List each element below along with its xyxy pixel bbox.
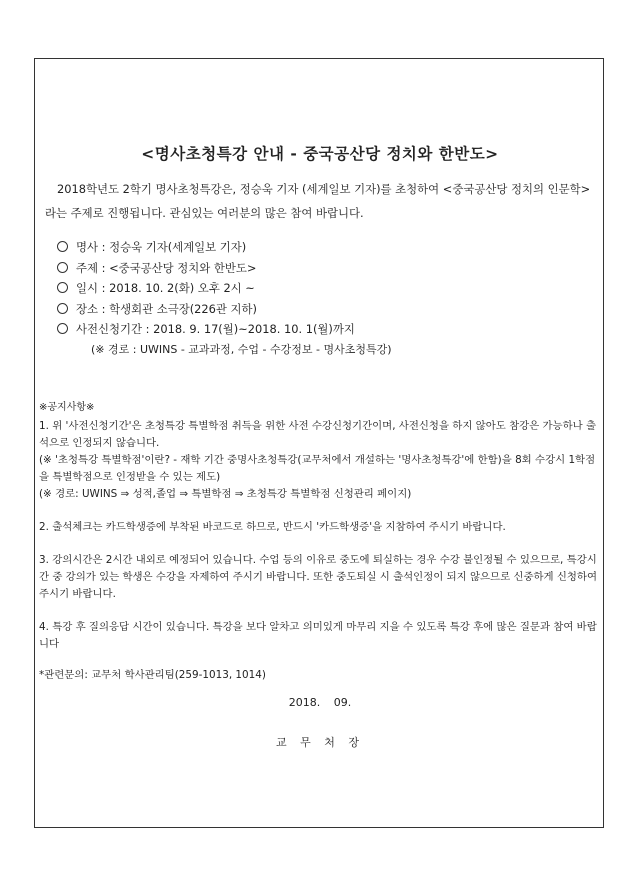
info-registration-period: 사전신청기간 : 2018. 9. 17(월)~2018. 10. 1(월)까지 (57, 319, 577, 340)
intro-paragraph: 2018학년도 2학기 명사초청특강은, 정승욱 기자 (세계일보 기자)를 초청하여 <중국공산당 정치의 인문학>라는 주제로 진행됩니다. 관심있는 여러분의 많은 참여 바랍니다. (45, 182, 591, 220)
circle-bullet-icon (57, 282, 68, 293)
circle-bullet-icon (57, 262, 68, 273)
registration-route: (※ 경로 : UWINS - 교과과정, 수업 - 수강정보 - 명사초청특강) (91, 342, 392, 356)
notice-item-4: 4. 특강 후 질의응답 시간이 있습니다. 특강을 보다 알차고 의미있게 마무리 지을 수 있도록 특강 후에 많은 질문과 참여 바랍니다 (39, 621, 597, 650)
notice-item-1-route: (※ 경로: UWINS ⇒ 성적,졸업 ⇒ 특별학점 ⇒ 초청특강 특별학점 신청관리 페이지) (39, 488, 412, 500)
circle-bullet-icon (57, 323, 68, 334)
info-topic: 주제 : <중국공산당 정치와 한반도> (57, 258, 577, 279)
info-speaker: 명사 : 정승욱 기자(세계일보 기자) (57, 237, 577, 258)
notice-item-3: 3. 강의시간은 2시간 내외로 예정되어 있습니다. 수업 등의 이유로 중도에 퇴실하는 경우 수강 불인정될 수 있으므로, 특강시간 중 강의가 있는 학생은 수강을 자제하여 주시기 바랍니다. 또한 중도퇴실 시 출석인정이 되지 않으므로 신중하게 신청하여 주시기 바랍니다. (39, 554, 598, 600)
notice-heading: ※공지사항※ (39, 402, 95, 413)
notice-item-2: 2. 출석체크는 카드학생증에 부착된 바코드로 하므로, 반드시 '카드학생증'을 지참하여 주시기 바랍니다. (39, 521, 506, 533)
info-datetime: 일시 : 2018. 10. 2(화) 오후 2시 ~ (57, 278, 577, 299)
document-title: <명사초청특강 안내 - 중국공산당 정치와 한반도> (141, 145, 499, 163)
issuer-signature: 교 무 처 장 (276, 736, 364, 749)
notice-item-1-note: (※ '초청특강 특별학점'이란? - 재학 기간 중명사초청특강(교무처에서 개설하는 '명사초청특강'에 한함)을 8회 수강시 1학점을 특별학점으로 인정받을 수 있는 제도) (39, 454, 596, 483)
notice-frame (34, 58, 604, 828)
info-venue: 장소 : 학생회관 소극장(226관 지하) (57, 299, 577, 320)
contact-info: *관련문의: 교무처 학사관리팀(259-1013, 1014) (39, 669, 266, 681)
notice-section (39, 399, 597, 684)
circle-bullet-icon (57, 241, 68, 252)
issue-date: 2018. 09. (288, 696, 352, 709)
circle-bullet-icon (57, 303, 68, 314)
notice-item-1: 1. 위 '사전신청기간'은 초청특강 특별학점 취득을 위한 사전 수강신청기간이며, 사전신청을 하지 않아도 참강은 가능하나 출석으로 인정되지 않습니다. (39, 420, 596, 449)
event-info-list (57, 237, 577, 360)
